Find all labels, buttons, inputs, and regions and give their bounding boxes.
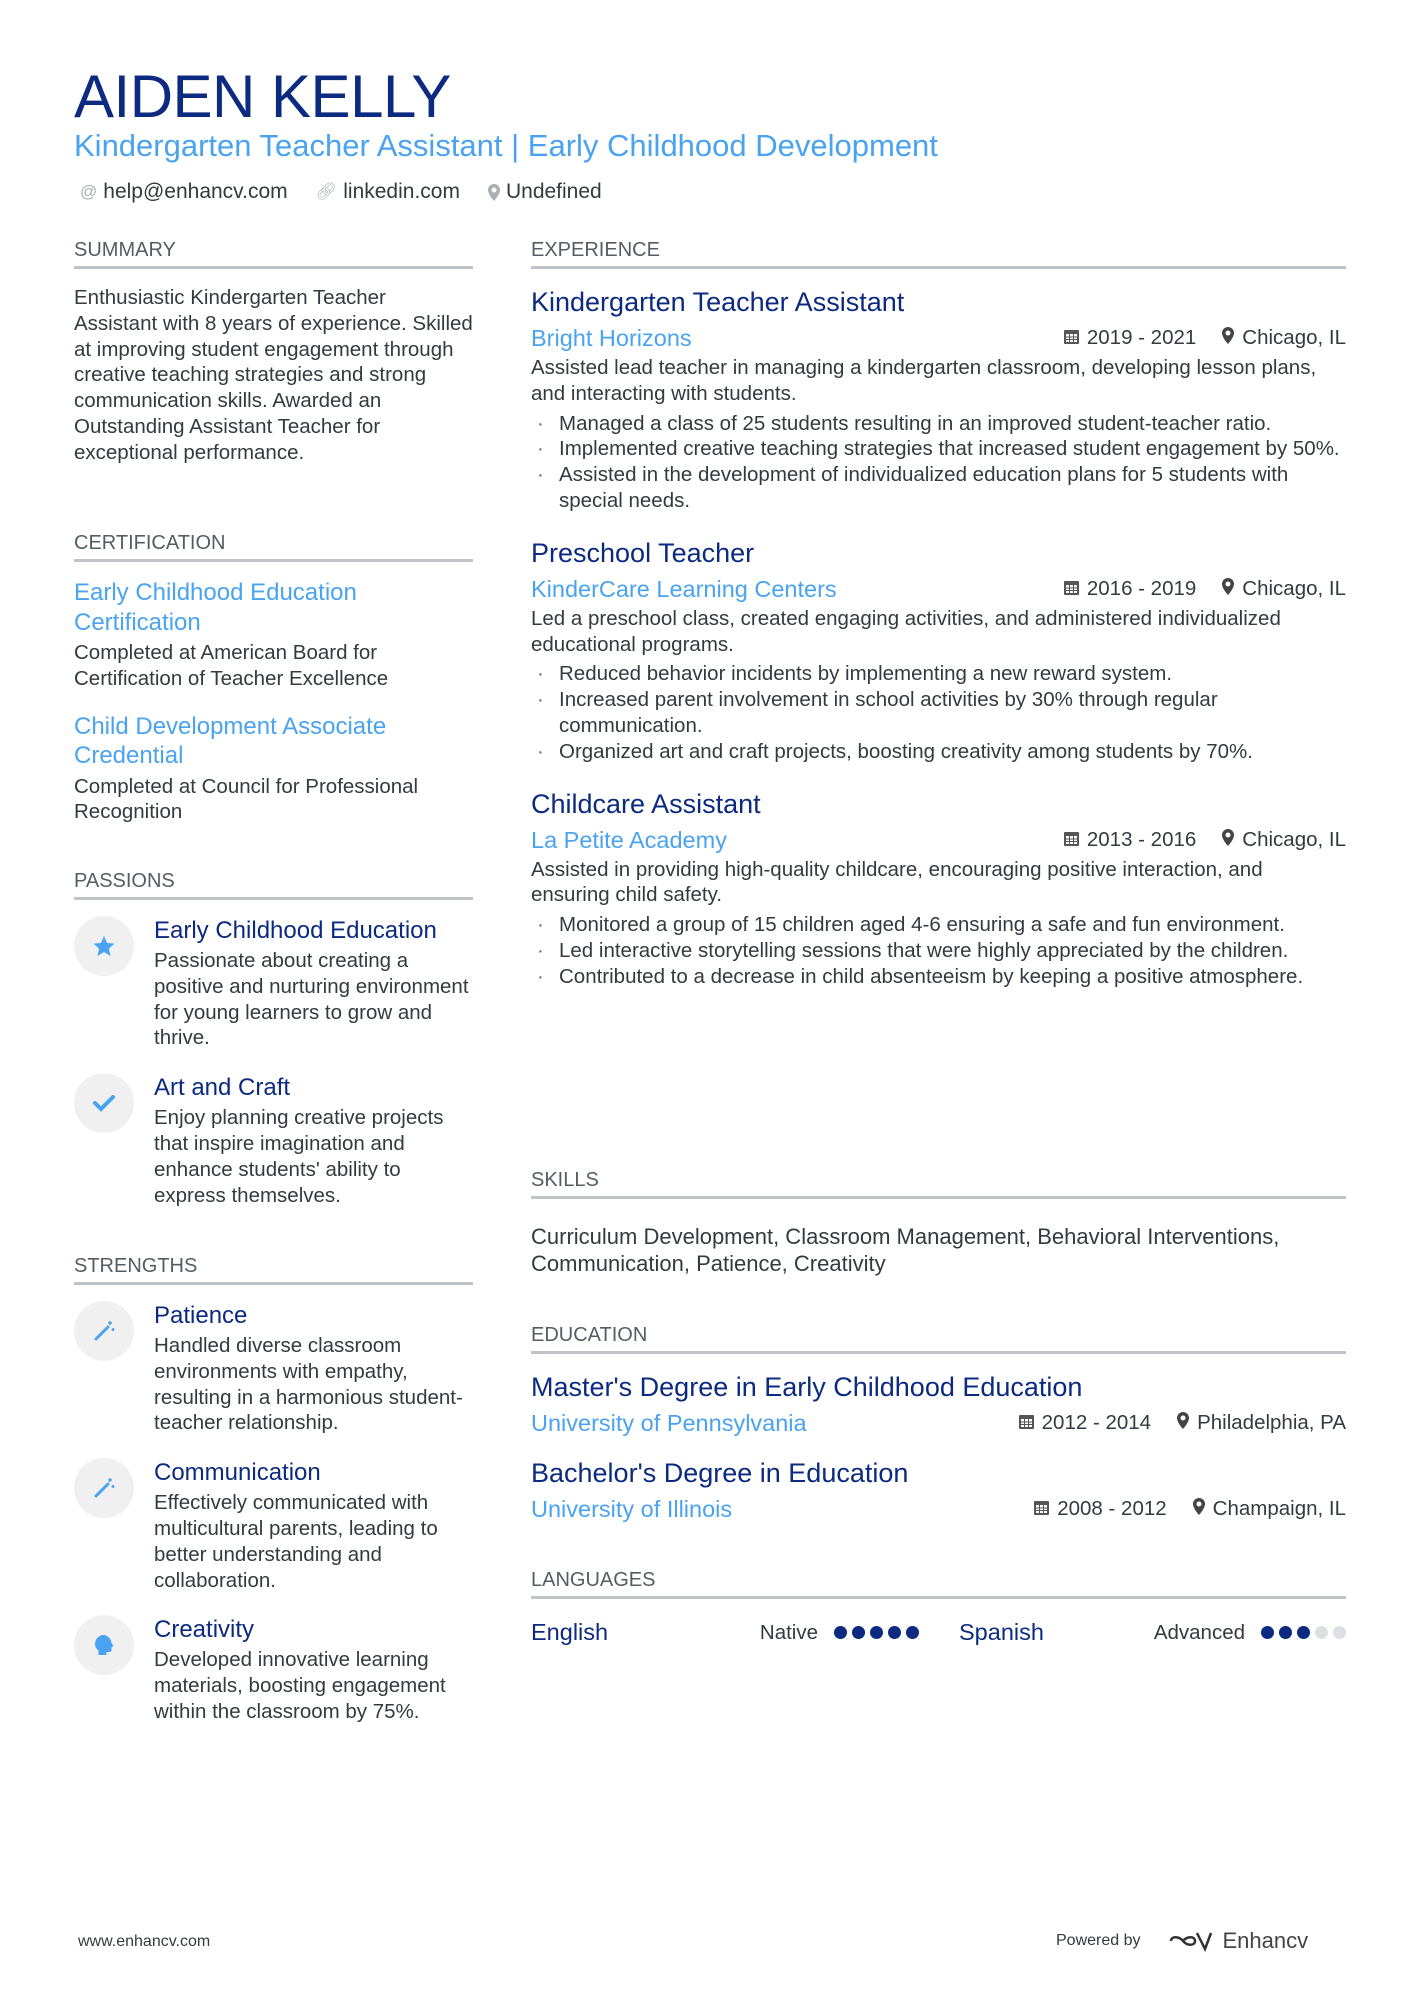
job-entry — [531, 536, 1346, 765]
passion-desc: Passionate about creating a positive and nurturing environment for young learners to grow and thrive. — [154, 949, 469, 1050]
education-entry — [531, 1370, 1346, 1438]
certification-desc: Completed at Council for Professional Recognition — [74, 774, 419, 824]
education-location: Champaign, IL — [1212, 1497, 1346, 1520]
passions-section — [74, 869, 473, 1230]
job-dates: 2013 - 2016 — [1086, 827, 1197, 851]
passion-title: Art and Craft — [154, 1074, 291, 1102]
contact-location — [488, 178, 602, 206]
calendar-icon — [1034, 1497, 1049, 1521]
section-heading: LANGUAGES — [531, 1568, 1346, 1599]
section-heading: SKILLS — [531, 1168, 1346, 1199]
bullet-item: · Reduced behavior incidents by implementing a new reward system. — [531, 661, 1346, 687]
degree-title: Master's Degree in Early Childhood Education — [531, 1372, 1083, 1402]
contact-linkedin[interactable] — [316, 178, 460, 206]
experience-section — [531, 238, 1346, 1012]
job-entry — [531, 285, 1346, 514]
bullet-item: · Implemented creative teaching strategies that increased student engagement by 50%. — [531, 436, 1346, 462]
company-name: Bright Horizons — [531, 325, 692, 351]
language-level: Native — [759, 1620, 818, 1644]
job-description: Assisted in providing high-quality childcare, encouraging positive interaction, and ensuring child safety. — [531, 857, 1263, 907]
language-name: Spanish — [959, 1619, 1044, 1645]
calendar-icon — [1064, 828, 1079, 852]
language-item — [959, 1619, 1346, 1646]
certification-title: Child Development Associate Credential — [74, 712, 387, 770]
school-name: University of Illinois — [531, 1496, 733, 1522]
language-level: Advanced — [1153, 1620, 1245, 1644]
brand-name: Enhancv — [1222, 1928, 1309, 1953]
bullet-item: · Increased parent involvement in school activities by 30% through regular communication. — [531, 687, 1346, 739]
education-entry — [531, 1456, 1346, 1524]
skills-section — [531, 1168, 1346, 1277]
job-dates: 2019 - 2021 — [1086, 326, 1197, 349]
section-heading: CERTIFICATION — [74, 531, 473, 562]
job-bullets — [531, 661, 1346, 764]
education-section — [531, 1323, 1346, 1546]
education-dates: 2008 - 2012 — [1057, 1497, 1167, 1520]
languages-section — [531, 1568, 1346, 1646]
location-pin-icon — [1177, 1411, 1189, 1435]
calendar-icon — [1064, 577, 1079, 601]
at-icon: @ — [80, 182, 98, 201]
language-item — [531, 1619, 919, 1646]
link-icon: 🔗︎ — [315, 182, 338, 201]
job-description: Led a preschool class, created engaging activities, and administered individualized educational programs. — [531, 606, 1281, 656]
strength-desc: Effectively communicated with multicultural parents, leading to better understanding and collaboration. — [154, 1491, 438, 1592]
job-entry — [531, 787, 1346, 990]
company-name: KinderCare Learning Centers — [531, 575, 837, 602]
certification-title: Early Childhood Education Certification — [74, 579, 357, 636]
passion-item — [74, 916, 473, 1051]
strength-item — [74, 1615, 473, 1724]
calendar-icon — [1064, 326, 1079, 350]
summary-text: Enthusiastic Kindergarten Teacher Assistant with 8 years of experience. Skilled at improving student engagement through creative teaching strategies and strong communication skills. Awarded an Outstanding Assistant Teacher for exceptional performance. — [74, 286, 473, 464]
rating-dot-empty — [1333, 1626, 1346, 1639]
location-pin-icon — [1222, 326, 1234, 350]
calendar-icon — [1019, 1411, 1034, 1435]
job-bullets — [531, 411, 1346, 514]
contact-email[interactable] — [80, 178, 288, 206]
location-pin-icon — [1193, 1497, 1205, 1521]
bullet-item: · Organized art and craft projects, boosting creativity among students by 70%. — [531, 739, 1346, 765]
location-text: Undefined — [505, 180, 602, 203]
passion-item — [74, 1073, 473, 1208]
footer-website[interactable]: www.enhancv.com — [78, 1933, 211, 1950]
section-heading: STRENGTHS — [74, 1254, 473, 1285]
summary-section — [74, 238, 473, 466]
job-dates: 2016 - 2019 — [1086, 576, 1197, 600]
passion-desc: Enjoy planning creative projects that inspire imagination and enhance students' ability to express themselves. — [154, 1106, 444, 1207]
rating-dot-filled — [1279, 1626, 1292, 1639]
location-pin-icon — [1222, 828, 1234, 852]
powered-by-text: Powered by — [1056, 1932, 1141, 1949]
strength-desc: Developed innovative learning materials, boosting engagement within the classroom by 75%. — [154, 1648, 446, 1723]
strength-title: Communication — [154, 1459, 321, 1487]
candidate-title: Kindergarten Teacher Assistant | Early Childhood Development — [74, 128, 938, 163]
strength-item — [74, 1301, 473, 1436]
strength-title: Patience — [154, 1302, 248, 1329]
star-icon — [74, 916, 134, 976]
skills-text: Curriculum Development, Classroom Management, Behavioral Interventions, Communication, Patience, Creativity — [531, 1224, 1280, 1276]
job-title: Kindergarten Teacher Assistant — [531, 287, 905, 317]
job-description: Assisted lead teacher in managing a kindergarten classroom, developing lesson plans, and interacting with students. — [531, 356, 1317, 405]
bullet-item: · Assisted in the development of individualized education plans for 5 students with special needs. — [531, 462, 1346, 514]
brain-icon — [74, 1615, 134, 1675]
candidate-name: AIDEN KELLY — [74, 63, 451, 130]
job-title: Childcare Assistant — [531, 788, 761, 819]
certification-desc: Completed at American Board for Certification of Teacher Excellence — [74, 641, 389, 690]
email-text: help@enhancv.com — [103, 180, 288, 203]
rating-dot-filled — [834, 1626, 847, 1639]
rating-dot-filled — [888, 1626, 901, 1639]
enhancv-logo — [1167, 1928, 1309, 1954]
language-name: English — [531, 1619, 609, 1645]
rating-dot-empty — [1315, 1626, 1328, 1639]
certification-section — [74, 531, 473, 845]
strength-item — [74, 1458, 473, 1593]
job-title: Preschool Teacher — [531, 537, 755, 568]
section-heading: EXPERIENCE — [531, 238, 1346, 269]
rating-dot-filled — [852, 1626, 865, 1639]
language-rating — [834, 1626, 919, 1639]
magic-wand-icon — [74, 1301, 134, 1361]
contact-info — [80, 178, 602, 206]
section-heading: PASSIONS — [74, 869, 473, 900]
magic-wand-icon — [74, 1458, 134, 1518]
education-dates: 2012 - 2014 — [1041, 1411, 1152, 1434]
enhancv-logo-icon — [1167, 1929, 1213, 1953]
section-heading: SUMMARY — [74, 238, 473, 269]
rating-dot-filled — [906, 1626, 919, 1639]
bullet-item: · Contributed to a decrease in child absenteeism by keeping a positive atmosphere. — [531, 964, 1346, 990]
degree-title: Bachelor's Degree in Education — [531, 1458, 909, 1488]
bullet-item: · Led interactive storytelling sessions that were highly appreciated by the children. — [531, 938, 1346, 964]
bullet-item: · Monitored a group of 15 children aged 4-6 ensuring a safe and fun environment. — [531, 912, 1346, 938]
rating-dot-filled — [870, 1626, 883, 1639]
certification-item — [74, 712, 473, 826]
job-location: Chicago, IL — [1242, 827, 1346, 851]
school-name: University of Pennsylvania — [531, 1410, 807, 1436]
rating-dot-filled — [1297, 1626, 1310, 1639]
job-location: Chicago, IL — [1242, 326, 1346, 349]
language-rating — [1261, 1626, 1346, 1639]
section-heading: EDUCATION — [531, 1323, 1346, 1354]
strength-desc: Handled diverse classroom environments with empathy, resulting in a harmonious student-teacher relationship. — [154, 1334, 463, 1435]
strength-title: Creativity — [154, 1616, 255, 1644]
certification-item — [74, 578, 473, 692]
location-pin-icon — [1222, 577, 1234, 601]
rating-dot-filled — [1261, 1626, 1274, 1639]
strengths-section — [74, 1254, 473, 1747]
passion-title: Early Childhood Education — [154, 917, 437, 944]
job-location: Chicago, IL — [1242, 576, 1346, 600]
location-pin-icon — [488, 184, 500, 201]
linkedin-text: linkedin.com — [343, 180, 460, 203]
education-location: Philadelphia, PA — [1197, 1411, 1346, 1434]
company-name: La Petite Academy — [531, 826, 727, 853]
bullet-item: · Managed a class of 25 students resulting in an improved student-teacher ratio. — [531, 411, 1346, 437]
check-icon — [74, 1073, 134, 1133]
footer-branding — [1056, 1928, 1308, 1954]
job-bullets — [531, 912, 1346, 989]
